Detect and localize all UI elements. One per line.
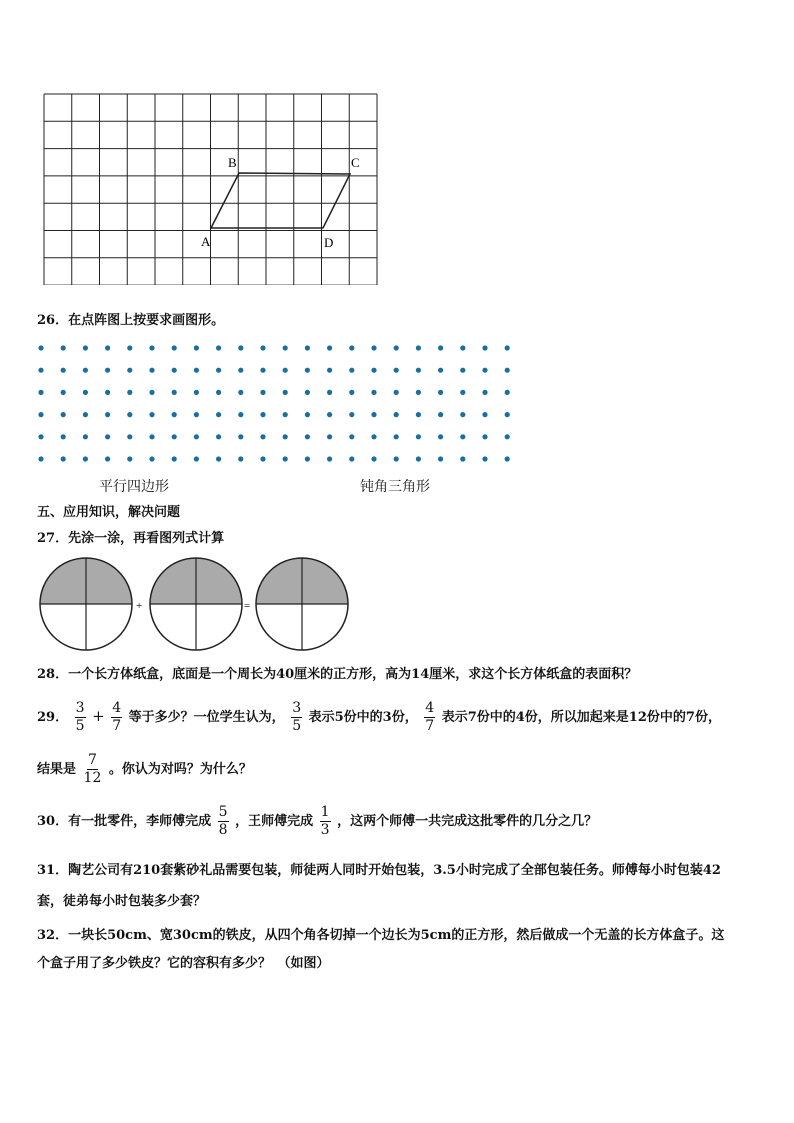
vertex-label-b: B — [228, 155, 237, 170]
plus-sign: + — [136, 600, 143, 612]
lattice-dot — [38, 456, 43, 461]
lattice-dot — [83, 434, 88, 439]
lattice-dot — [371, 345, 376, 350]
lattice-dot — [38, 390, 43, 395]
lattice-dot — [305, 456, 310, 461]
question-32-line-2: 个盒子用了多少铁皮？它的容积有多少？ （如图） — [37, 956, 330, 971]
lattice-dot — [61, 390, 66, 395]
lattice-dot — [460, 368, 465, 373]
lattice-dot — [83, 368, 88, 373]
fraction-1-3 — [320, 804, 331, 839]
dot-label-obtuse-triangle: 钝角三角形 — [360, 479, 430, 495]
circle-1 — [40, 558, 132, 650]
lattice-dot — [371, 412, 376, 417]
lattice-dot — [505, 412, 510, 417]
lattice-dot — [349, 368, 354, 373]
denominator: 5 — [75, 718, 85, 734]
fraction-4-7-second — [424, 700, 435, 735]
denominator: 5 — [292, 718, 302, 734]
question-30-line — [37, 804, 597, 839]
lattice-dot — [83, 345, 88, 350]
lattice-dot — [194, 456, 199, 461]
lattice-dot — [127, 412, 132, 417]
grid-lines — [44, 94, 377, 285]
question-29-text-3: 表示7份中的4份，所以加起来是12份中的7份， — [441, 710, 721, 725]
lattice-dot — [438, 412, 443, 417]
lattice-dot — [149, 345, 154, 350]
lattice-dot — [438, 390, 443, 395]
lattice-dot — [482, 390, 487, 395]
lattice-dot — [216, 456, 221, 461]
lattice-dot — [172, 345, 177, 350]
lattice-dot — [505, 345, 510, 350]
lattice-dot — [505, 390, 510, 395]
lattice-dot — [482, 368, 487, 373]
lattice-dot — [83, 390, 88, 395]
lattice-dot — [38, 345, 43, 350]
lattice-dot — [61, 345, 66, 350]
numerator: 4 — [112, 700, 122, 716]
lattice-dot — [127, 434, 132, 439]
lattice-dot — [83, 456, 88, 461]
lattice-dot — [238, 456, 243, 461]
lattice-dot — [283, 368, 288, 373]
lattice-dot — [371, 456, 376, 461]
denominator: 3 — [320, 822, 330, 838]
dot-label-parallelogram: 平行四边形 — [99, 479, 169, 495]
lattice-dot — [127, 368, 132, 373]
lattice-dot — [394, 456, 399, 461]
lattice-dot — [416, 390, 421, 395]
lattice-dot — [105, 434, 110, 439]
lattice-dot — [216, 368, 221, 373]
numerator: 3 — [292, 700, 302, 716]
lattice-dot — [149, 368, 154, 373]
lattice-dot — [149, 412, 154, 417]
lattice-dot — [305, 434, 310, 439]
lattice-dot — [371, 368, 376, 373]
lattice-dot — [438, 456, 443, 461]
lattice-dot — [327, 368, 332, 373]
vertex-label-d: D — [324, 235, 334, 250]
numerator: 1 — [320, 804, 330, 820]
lattice-dot — [482, 456, 487, 461]
lattice-dot — [460, 456, 465, 461]
lattice-dot — [394, 412, 399, 417]
lattice-dot — [238, 368, 243, 373]
lattice-dot — [105, 368, 110, 373]
lattice-dot — [394, 345, 399, 350]
lattice-dot — [194, 434, 199, 439]
lattice-dot — [61, 412, 66, 417]
lattice-dot — [394, 434, 399, 439]
lattice-dot — [438, 368, 443, 373]
lattice-dot — [371, 390, 376, 395]
numerator: 3 — [75, 700, 85, 716]
lattice-dot — [283, 412, 288, 417]
lattice-dot — [172, 434, 177, 439]
lattice-dot — [127, 390, 132, 395]
plus-operator: + — [92, 707, 105, 725]
lattice-dot — [416, 345, 421, 350]
lattice-dot — [260, 456, 265, 461]
lattice-dot — [149, 390, 154, 395]
lattice-dot — [172, 390, 177, 395]
lattice-dot — [327, 434, 332, 439]
lattice-dot — [194, 368, 199, 373]
lattice-dot — [260, 390, 265, 395]
fraction-3-5-second — [291, 700, 302, 735]
circle-2 — [150, 558, 242, 650]
lattice-dot — [38, 368, 43, 373]
lattice-dot — [482, 412, 487, 417]
question-29-number: 29． — [37, 710, 69, 725]
lattice-dot — [260, 368, 265, 373]
lattice-dot — [505, 434, 510, 439]
lattice-dot — [172, 412, 177, 417]
lattice-dot — [105, 345, 110, 350]
lattice-dot — [216, 390, 221, 395]
lattice-dot — [416, 412, 421, 417]
lattice-dot — [283, 345, 288, 350]
lattice-dot — [83, 412, 88, 417]
section-5-title: 五、应用知识，解决问题 — [37, 505, 181, 520]
lattice-dot — [505, 456, 510, 461]
circles-figure — [36, 555, 356, 655]
lattice-dot — [105, 390, 110, 395]
lattice-dot — [305, 345, 310, 350]
fraction-3-5 — [75, 700, 86, 735]
vertex-label-c: C — [351, 155, 360, 170]
lattice-dot — [349, 456, 354, 461]
lattice-dot — [482, 345, 487, 350]
lattice-dot — [305, 368, 310, 373]
lattice-dot — [438, 345, 443, 350]
question-29-line-1 — [37, 700, 721, 735]
lattice-dot — [238, 434, 243, 439]
question-29-text-1: 等于多少？一位学生认为， — [128, 710, 285, 725]
lattice-dot — [460, 345, 465, 350]
question-30-text-1: 30．有一批零件，李师傅完成 — [37, 814, 212, 829]
lattice-dot — [438, 434, 443, 439]
denominator: 7 — [112, 718, 122, 734]
lattice-dot — [283, 456, 288, 461]
lattice-dot — [416, 434, 421, 439]
lattice-dot — [105, 456, 110, 461]
lattice-dot — [61, 434, 66, 439]
dot-grid — [30, 338, 520, 466]
question-31-line-1: 31．陶艺公司有210套紫砂礼品需要包装，师徒两人同时开始包装，3.5小时完成了全部包装任务。师傅每小时包装42 — [37, 863, 721, 878]
lattice-dot — [260, 412, 265, 417]
lattice-dot — [482, 434, 487, 439]
lattice-dot — [260, 345, 265, 350]
lattice-dot — [105, 412, 110, 417]
question-31-line-2: 套，徒弟每小时包装多少套？ — [37, 894, 207, 909]
lattice-dot — [216, 345, 221, 350]
question-29-text-5: 。你认为对吗？为什么？ — [108, 762, 252, 777]
fraction-5-8 — [218, 804, 229, 839]
lattice-dot — [216, 434, 221, 439]
equals-sign: = — [244, 600, 251, 612]
numerator: 4 — [425, 700, 435, 716]
lattice-dot — [305, 390, 310, 395]
lattice-dot — [349, 412, 354, 417]
lattice-dot — [172, 368, 177, 373]
parallelogram-abcd — [211, 173, 350, 228]
lattice-dot — [505, 368, 510, 373]
lattice-dot — [238, 412, 243, 417]
question-30-text-2: ，王师傅完成 — [235, 814, 314, 829]
question-28-text: 28．一个长方体纸盒，底面是一个周长为40厘米的正方形，高为14厘米，求这个长方体纸盒的表面积？ — [37, 667, 638, 682]
question-26-text: 26．在点阵图上按要求画图形。 — [37, 313, 225, 328]
lattice-dot — [61, 368, 66, 373]
lattice-dot — [149, 456, 154, 461]
lattice-dot — [38, 412, 43, 417]
lattice-dot — [172, 456, 177, 461]
lattice-dot — [305, 412, 310, 417]
lattice-dot — [327, 412, 332, 417]
lattice-dot — [460, 412, 465, 417]
lattice-dot — [349, 345, 354, 350]
lattice-dot — [194, 390, 199, 395]
numerator: 5 — [218, 804, 228, 820]
lattice-dot — [416, 368, 421, 373]
lattice-dot — [327, 390, 332, 395]
lattice-dot — [460, 434, 465, 439]
fraction-7-12 — [83, 752, 103, 787]
question-29-text-4: 结果是 — [37, 762, 77, 777]
vertex-label-a: A — [201, 234, 211, 249]
question-32-line-1: 32．一块长50cm、宽30cm的铁皮，从四个角各切掉一个边长为5cm的正方形，然后做成一个无盖的长方体盒子。这 — [37, 928, 725, 943]
question-29-text-2: 表示5份中的3份， — [308, 710, 418, 725]
lattice-dot — [38, 434, 43, 439]
numerator: 7 — [88, 752, 97, 768]
fraction-4-7 — [111, 700, 122, 735]
denominator: 8 — [218, 822, 228, 838]
denominator: 7 — [425, 718, 435, 734]
lattice-dot — [127, 456, 132, 461]
lattice-dot — [260, 434, 265, 439]
lattice-dot — [194, 345, 199, 350]
lattice-dot — [394, 368, 399, 373]
lattice-dot — [394, 390, 399, 395]
lattice-dot — [327, 456, 332, 461]
lattice-dot — [61, 456, 66, 461]
lattice-dot — [460, 390, 465, 395]
lattice-dot — [327, 345, 332, 350]
lattice-dot — [194, 412, 199, 417]
circle-3 — [256, 558, 348, 650]
denominator: 12 — [83, 770, 102, 786]
question-29-line-2 — [37, 752, 252, 787]
lattice-dot — [416, 456, 421, 461]
lattice-dot — [349, 390, 354, 395]
lattice-dot — [238, 390, 243, 395]
lattice-dot — [216, 412, 221, 417]
grid-figure — [40, 90, 385, 285]
lattice-dot — [149, 434, 154, 439]
lattice-dot — [283, 390, 288, 395]
lattice-dot — [371, 434, 376, 439]
lattice-dot — [349, 434, 354, 439]
lattice-dot — [238, 345, 243, 350]
question-30-text-3: ，这两个师傅一共完成这批零件的几分之几？ — [337, 814, 598, 829]
lattice-dot — [127, 345, 132, 350]
question-27-text: 27．先涂一涂，再看图列式计算 — [37, 531, 225, 546]
lattice-dot — [283, 434, 288, 439]
